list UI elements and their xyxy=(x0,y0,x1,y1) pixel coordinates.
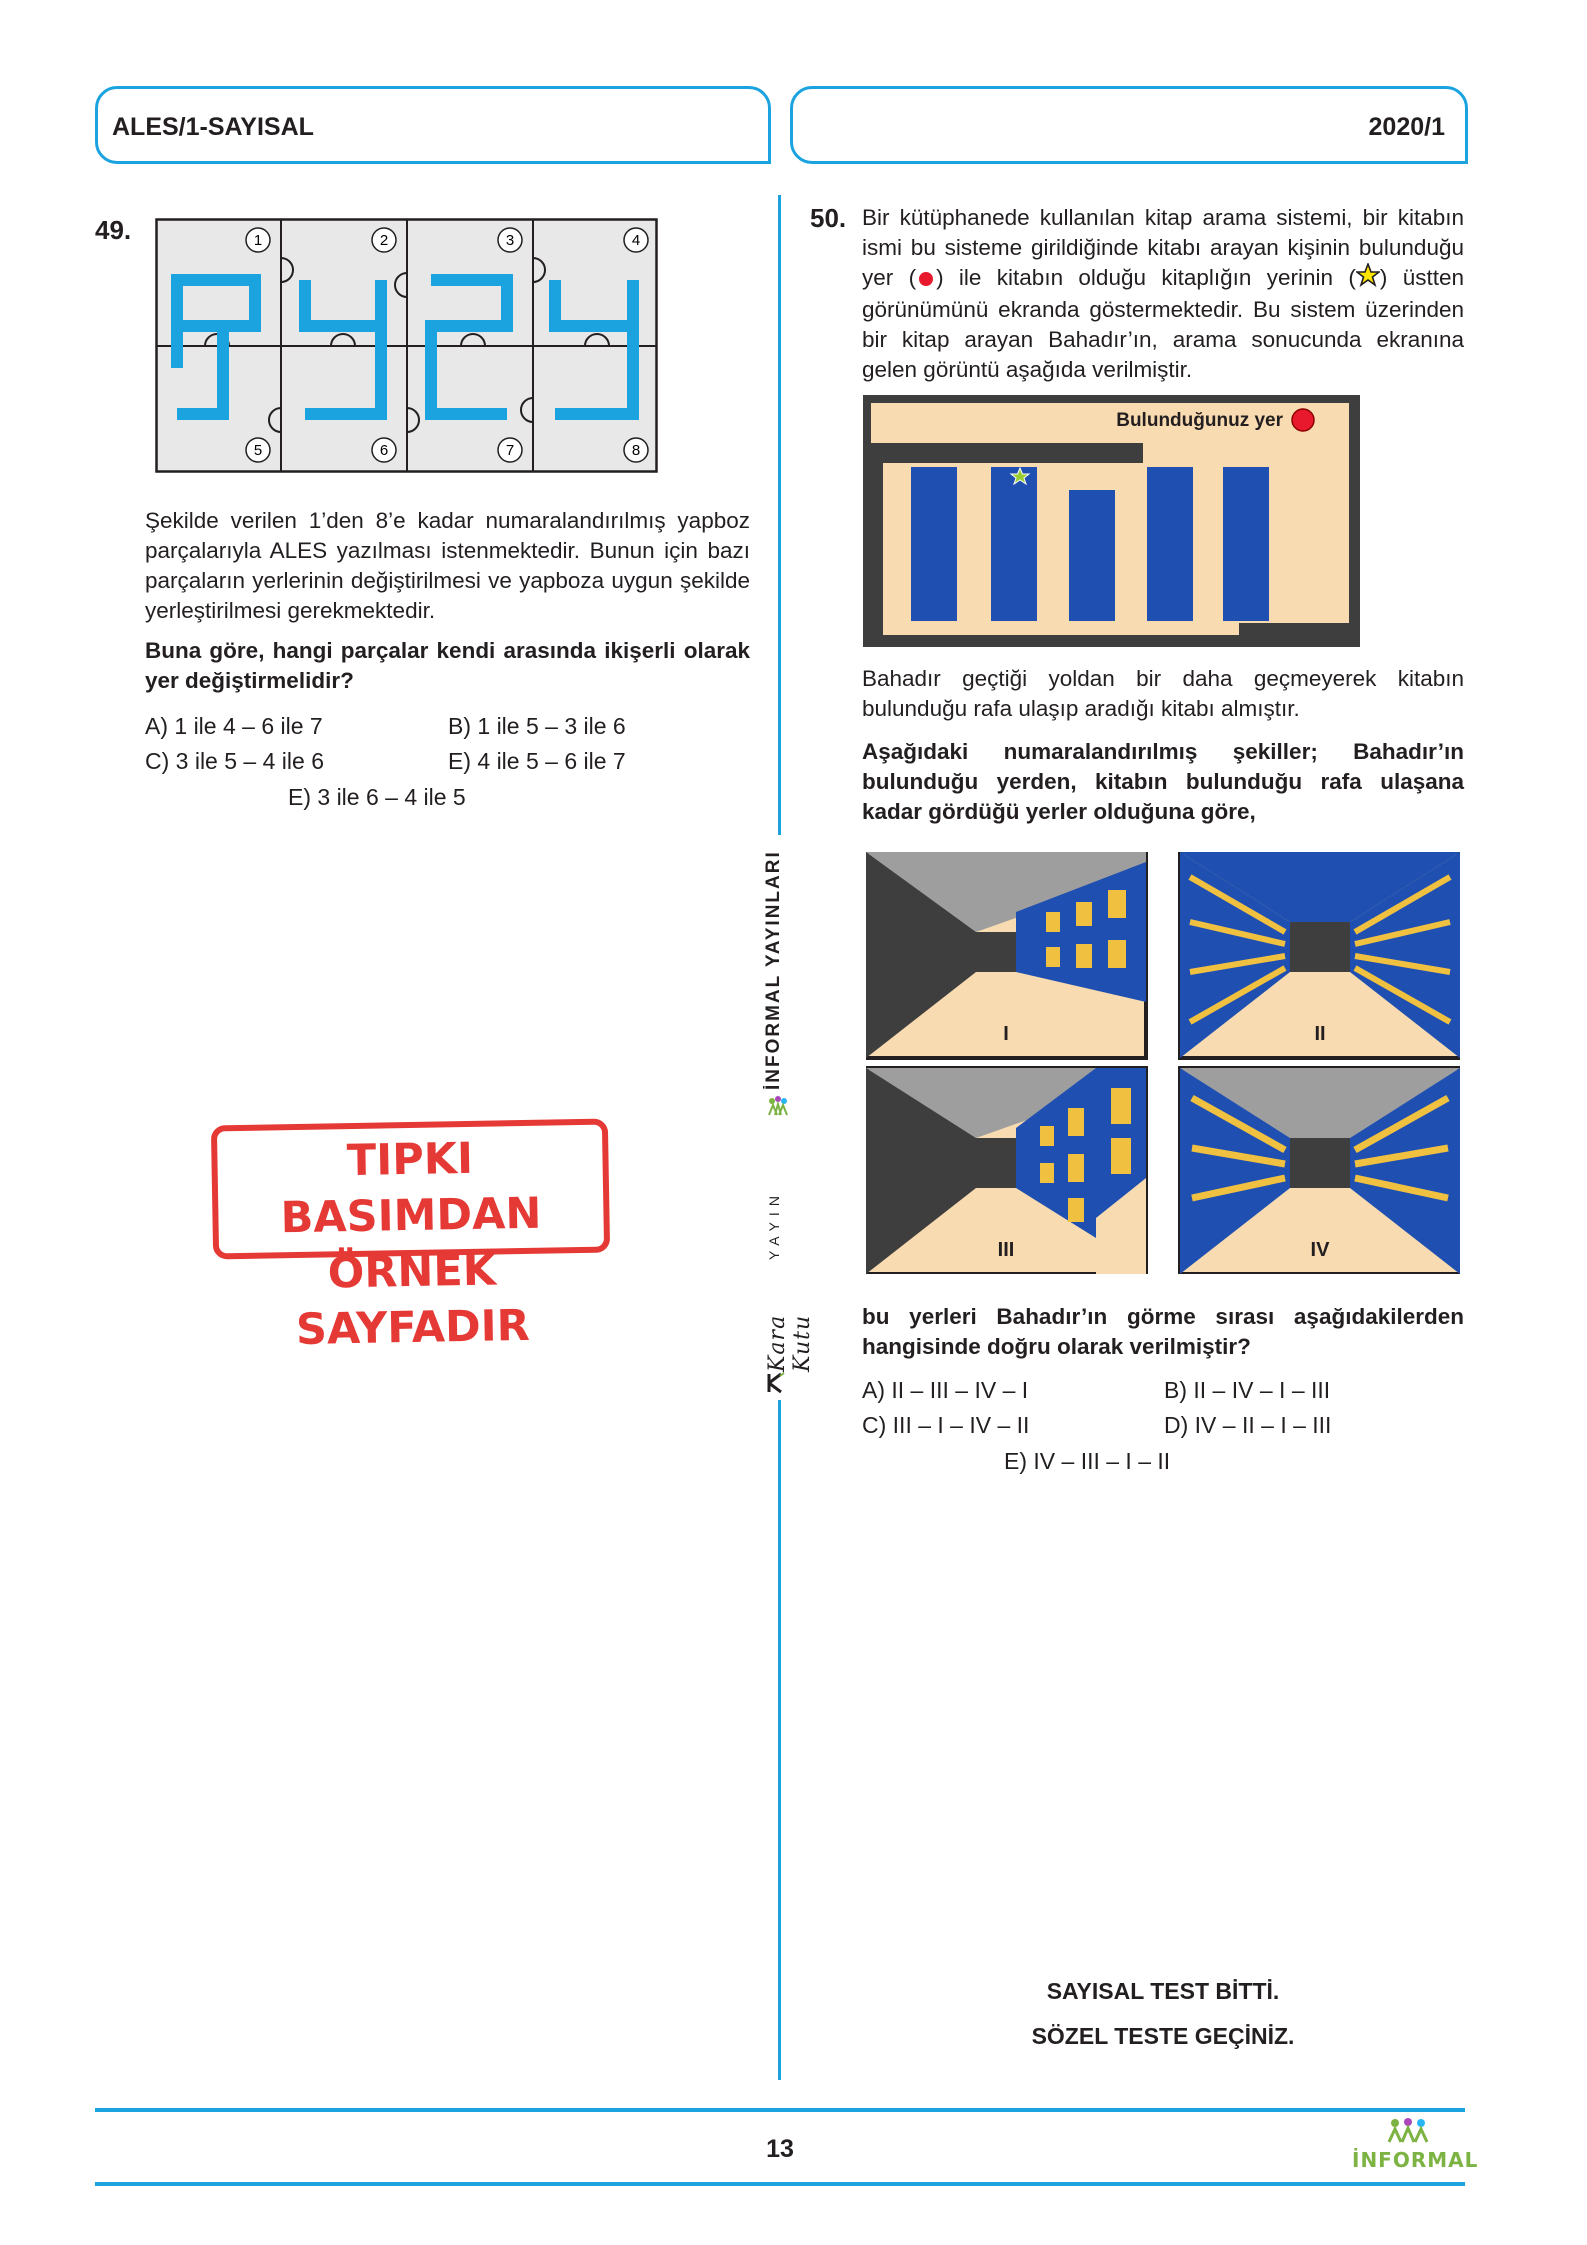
q50-question-1: Aşağıdaki numaralandırılmış şekiller; Bahadır’ın bulunduğu yerden, kitabın bulunduğu rafa ulaşana kadar gördüğü yerler olduğuna göre, xyxy=(862,739,1464,824)
q50-text-2: Bahadır geçtiği yoldan bir daha geçmeyerek kitabın bulunduğu rafa ulaşıp aradığı kitabı almıştır. xyxy=(862,666,1464,721)
star-icon xyxy=(1356,263,1380,295)
view-iii-figure xyxy=(866,1068,1146,1274)
library-map-figure xyxy=(863,395,1360,647)
q50-option-c[interactable]: C) III – I – IV – II xyxy=(862,1412,1030,1438)
end-line-1: SAYISAL TEST BİTTİ. xyxy=(1046,1978,1280,2004)
column-divider-top xyxy=(778,195,781,835)
q50-text xyxy=(862,203,1464,385)
view-iv-figure xyxy=(1180,1068,1460,1274)
view-ii-label: II xyxy=(1314,1023,1326,1045)
piece-4-label: 4 xyxy=(631,232,641,249)
exam-date: 2020/1 xyxy=(1368,113,1445,141)
q50-option-b[interactable]: B) II – IV – I – III xyxy=(1164,1377,1331,1403)
q50-text-part-1: Bir kütüphanede kullanılan kitap arama sistemi, bir kitabın ismi bu sisteme girildiğinde kitabı arayan kişinin bulunduğu yer ( xyxy=(862,205,1464,290)
stamp-line-1: TIPKI BASIMDAN xyxy=(280,1133,542,1244)
piece-5-label: 5 xyxy=(253,442,263,459)
piece-2-label: 2 xyxy=(379,232,389,249)
q49-option-c[interactable]: C) 3 ile 5 – 4 ile 6 xyxy=(145,748,324,774)
end-line-2: SÖZEL TESTE GEÇİNİZ. xyxy=(1031,2023,1295,2049)
view-i-figure xyxy=(866,852,1146,1058)
side-yayin: YAYIN xyxy=(766,1190,782,1260)
informal-logo-text: İNFORMAL xyxy=(1352,2148,1479,2172)
piece-1-label: 1 xyxy=(253,232,263,249)
q50-text-part-2: ) ile kitabın olduğu kitaplığın yerinin ( xyxy=(936,265,1356,290)
q50-option-d[interactable]: D) IV – II – I – III xyxy=(1164,1412,1332,1438)
publisher-small-logo-icon xyxy=(767,1095,789,1117)
q50-number: 50. xyxy=(810,203,847,233)
q49-option-b[interactable]: B) 1 ile 5 – 3 ile 6 xyxy=(448,713,626,739)
q49-option-a[interactable]: A) 1 ile 4 – 6 ile 7 xyxy=(145,713,323,739)
footer-line-bottom xyxy=(95,2182,1465,2186)
red-dot-icon xyxy=(919,272,933,286)
column-divider-bottom xyxy=(778,1400,781,2080)
q49-question: Buna göre, hangi parçalar kendi arasında ikişerli olarak yer değiştirmelidir? xyxy=(145,638,750,693)
q50-option-a[interactable]: A) II – III – IV – I xyxy=(862,1377,1029,1403)
view-iii-label: III xyxy=(997,1239,1015,1261)
map-you-are-here-label: Bulunduğunuz yer xyxy=(1116,410,1283,431)
q49-option-e[interactable]: E) 3 ile 6 – 4 ile 5 xyxy=(288,784,466,810)
side-brand: Kara Kutu xyxy=(765,1314,815,1372)
q49-text: Şekilde verilen 1’den 8’e kadar numaralandırılmış yapboz parçalarıyla ALES yazılması istenmektedir. Bunun için bazı parçaların yerlerinin değiştirilmesi ve yapboza uygun şekilde yerleştirilmesi gerekmektedir. xyxy=(145,508,750,623)
view-iv-label: IV xyxy=(1310,1239,1330,1261)
footer-line-top xyxy=(95,2108,1465,2112)
side-publisher: İNFORMAL YAYINLARI xyxy=(763,850,784,1090)
piece-3-label: 3 xyxy=(505,232,515,249)
kara-kutu-logo-icon xyxy=(766,1372,786,1394)
sample-page-stamp xyxy=(211,1119,610,1356)
q49-option-d[interactable]: E) 4 ile 5 – 6 ile 7 xyxy=(448,748,626,774)
header-right-box xyxy=(790,86,1468,164)
view-figures xyxy=(866,852,1460,1274)
piece-6-label: 6 xyxy=(379,442,389,459)
q49-puzzle-figure xyxy=(155,218,659,474)
q49-number: 49. xyxy=(95,215,132,245)
piece-7-label: 7 xyxy=(505,442,515,459)
view-i-label: I xyxy=(1003,1023,1009,1045)
q50-question-2: bu yerleri Bahadır’ın görme sırası aşağıdakilerden hangisinde doğru olarak verilmiştir? xyxy=(862,1304,1464,1359)
header-left-box xyxy=(95,86,771,164)
informal-logo-icon xyxy=(1383,2118,1433,2144)
stamp-line-2: ÖRNEK SAYFADIR xyxy=(295,1245,531,1356)
exam-title: ALES/1-SAYISAL xyxy=(112,113,314,141)
view-ii-figure xyxy=(1180,852,1460,1058)
piece-8-label: 8 xyxy=(631,442,641,459)
page-number: 13 xyxy=(766,2135,794,2163)
q50-text-part-3: ) üstten görünümünü ekranda göstermektedir. Bu sistem üzerinden bir kitap arayan Bahadır’ın, arama sonucunda ekranına gelen görüntü aşağıda verilmiştir. xyxy=(862,265,1464,383)
informal-logo xyxy=(1352,2118,1479,2176)
q50-option-e[interactable]: E) IV – III – I – II xyxy=(1004,1448,1171,1474)
